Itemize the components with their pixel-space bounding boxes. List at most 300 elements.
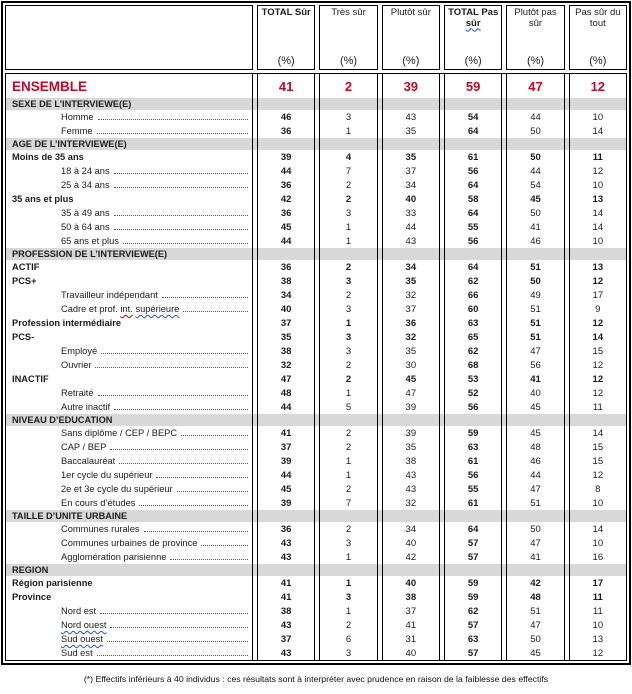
value-cell: 35 [382, 150, 440, 164]
row-label-text [61, 620, 106, 630]
table-row [5, 536, 627, 550]
value-cell: 49 [506, 288, 564, 302]
value-cell: 14 [569, 522, 627, 536]
percent-unit-label: (%) [402, 54, 420, 67]
column-header-6 [569, 5, 627, 70]
value-cell: 53 [444, 372, 502, 386]
row-label-text [61, 634, 103, 644]
value-cell: 58 [444, 192, 502, 206]
table-row [5, 576, 627, 590]
dotted-leader [110, 449, 248, 450]
value-cell: 10 [569, 110, 627, 124]
value-cell: 48 [506, 440, 564, 454]
value-cell: 40 [382, 646, 440, 660]
value-cell: 39 [257, 150, 315, 164]
section-empty-cell [319, 510, 377, 522]
section-header-row [5, 510, 627, 522]
row-label-text: Profession intermédiaire [12, 318, 122, 328]
section-empty-cell [569, 510, 627, 522]
value-cell: 30 [382, 358, 440, 372]
section-empty-cell [319, 138, 377, 150]
dotted-leader [162, 297, 248, 298]
row-label-text: 35 ans et plus [12, 194, 74, 204]
row-label-text: 1er cycle du supérieur [61, 470, 153, 480]
value-cell: 34 [382, 260, 440, 274]
value-cell: 38 [257, 604, 315, 618]
section-empty-cell [319, 98, 377, 110]
section-title: AGE DE L’INTERVIEWE(E) [5, 138, 253, 150]
value-cell: 12 [569, 372, 627, 386]
value-cell: 32 [382, 496, 440, 510]
value-cell: 45 [257, 220, 315, 234]
value-cell: 63 [444, 632, 502, 646]
value-cell: 13 [569, 192, 627, 206]
row-label-text: Moins de 35 ans [12, 152, 84, 162]
value-cell: 9 [569, 302, 627, 316]
table-row [5, 192, 627, 206]
row-label [5, 274, 253, 288]
row-label-text: 18 à 24 ans [61, 166, 110, 176]
row-label [5, 288, 253, 302]
dotted-leader [123, 243, 248, 244]
row-label [5, 468, 253, 482]
value-cell: 68 [444, 358, 502, 372]
value-cell: 63 [444, 440, 502, 454]
row-label-text: Province [12, 592, 52, 602]
table-row [5, 330, 627, 344]
row-label [5, 646, 253, 660]
table-row [5, 124, 627, 138]
value-cell: 35 [382, 124, 440, 138]
table-row [5, 522, 627, 536]
row-label [5, 260, 253, 274]
value-cell: 11 [569, 604, 627, 618]
dotted-leader [100, 613, 248, 614]
row-label [5, 550, 253, 564]
row-label [5, 496, 253, 510]
row-label-text: PCS- [12, 332, 35, 342]
value-cell: 43 [382, 110, 440, 124]
value-cell: 36 [257, 124, 315, 138]
value-cell: 56 [444, 164, 502, 178]
value-cell: 47 [382, 386, 440, 400]
row-label-text: Femme [61, 126, 93, 136]
value-cell: 2 [319, 260, 377, 274]
row-label [5, 358, 253, 372]
section-empty-cell [506, 510, 564, 522]
value-cell: 40 [382, 536, 440, 550]
section-empty-cell [382, 510, 440, 522]
section-header-row [5, 248, 627, 260]
dotted-leader [114, 215, 248, 216]
value-cell: 2 [319, 288, 377, 302]
row-label [5, 522, 253, 536]
row-label-text [61, 304, 179, 314]
section-empty-cell [257, 248, 315, 260]
value-cell: 39 [382, 400, 440, 414]
value-cell: 1 [319, 468, 377, 482]
value-cell: 14 [569, 206, 627, 220]
row-label-text: INACTIF [12, 374, 49, 384]
value-cell: 47 [506, 74, 564, 98]
column-header-label: Plutôt pas sûr [514, 7, 557, 29]
value-cell: 39 [382, 74, 440, 98]
value-cell: 3 [319, 344, 377, 358]
value-cell: 51 [506, 260, 564, 274]
value-cell: 15 [569, 454, 627, 468]
value-cell: 1 [319, 124, 377, 138]
section-empty-cell [319, 564, 377, 576]
value-cell: 64 [444, 260, 502, 274]
table-row [5, 150, 627, 164]
section-empty-cell [444, 248, 502, 260]
spellcheck-underlined-text: Sud ouest [61, 634, 103, 644]
value-cell: 42 [382, 550, 440, 564]
value-cell: 3 [319, 590, 377, 604]
column-header-2 [319, 5, 377, 70]
value-cell: 14 [569, 330, 627, 344]
label-text: TOTAL Pas [448, 7, 499, 18]
value-cell: 38 [382, 454, 440, 468]
row-label-text: 65 ans et plus [61, 236, 119, 246]
value-cell: 12 [569, 646, 627, 660]
value-cell: 43 [257, 536, 315, 550]
value-cell: 45 [506, 646, 564, 660]
table-row [5, 618, 627, 632]
row-label-text: Communes rurales [61, 524, 140, 534]
row-label [5, 302, 253, 316]
value-cell: 17 [569, 576, 627, 590]
value-cell: 10 [569, 536, 627, 550]
value-cell: 14 [569, 220, 627, 234]
row-label-text: Autre inactif [61, 402, 111, 412]
table-row [5, 344, 627, 358]
value-cell: 11 [569, 590, 627, 604]
value-cell: 47 [506, 344, 564, 358]
value-cell: 32 [257, 358, 315, 372]
value-cell: 44 [257, 468, 315, 482]
row-label [5, 632, 253, 646]
value-cell: 61 [444, 496, 502, 510]
dotted-leader [183, 311, 248, 312]
value-cell: 52 [444, 386, 502, 400]
table-row [5, 550, 627, 564]
value-cell: 8 [569, 482, 627, 496]
row-label-text: Ouvrier [61, 360, 92, 370]
value-cell: 41 [506, 550, 564, 564]
value-cell: 55 [444, 482, 502, 496]
row-label-text: Région parisienne [12, 578, 93, 588]
dotted-leader [170, 559, 248, 560]
dotted-leader [139, 505, 248, 506]
value-cell: 46 [506, 234, 564, 248]
value-cell: 1 [319, 220, 377, 234]
section-empty-cell [319, 414, 377, 426]
value-cell: 41 [257, 426, 315, 440]
value-cell: 64 [444, 178, 502, 192]
value-cell: 45 [506, 192, 564, 206]
section-empty-cell [257, 510, 315, 522]
table-row [5, 590, 627, 604]
value-cell: 41 [506, 372, 564, 386]
value-cell: 1 [319, 386, 377, 400]
section-empty-cell [444, 138, 502, 150]
table-row [5, 110, 627, 124]
value-cell: 2 [319, 358, 377, 372]
value-cell: 35 [382, 344, 440, 358]
value-cell: 64 [444, 522, 502, 536]
value-cell: 13 [569, 632, 627, 646]
header-corner-cell [5, 5, 253, 70]
spellcheck-underlined-text: sûr [465, 17, 481, 29]
value-cell: 11 [569, 150, 627, 164]
value-cell: 57 [444, 618, 502, 632]
spellcheck-underlined-text: int. [120, 304, 133, 314]
value-cell: 4 [319, 150, 377, 164]
percent-unit-label: (%) [464, 54, 482, 67]
value-cell: 51 [506, 604, 564, 618]
value-cell: 46 [506, 454, 564, 468]
value-cell: 37 [382, 302, 440, 316]
value-cell: 50 [506, 274, 564, 288]
value-cell: 34 [257, 288, 315, 302]
dotted-leader [97, 655, 248, 656]
value-cell: 50 [506, 632, 564, 646]
value-cell: 40 [382, 192, 440, 206]
value-cell: 43 [382, 468, 440, 482]
dotted-leader [101, 353, 248, 354]
row-label [5, 150, 253, 164]
section-empty-cell [257, 98, 315, 110]
row-label-text: Employé [61, 346, 98, 356]
value-cell: 3 [319, 110, 377, 124]
column-header-label [446, 8, 500, 29]
row-label [5, 124, 253, 138]
section-empty-cell [382, 138, 440, 150]
table-row [5, 178, 627, 192]
value-cell: 51 [506, 330, 564, 344]
value-cell: 51 [506, 302, 564, 316]
value-cell: 43 [382, 482, 440, 496]
value-cell: 10 [569, 618, 627, 632]
value-cell: 34 [382, 522, 440, 536]
value-cell: 15 [569, 344, 627, 358]
value-cell: 36 [382, 316, 440, 330]
value-cell: 12 [569, 358, 627, 372]
dotted-leader [107, 641, 248, 642]
table-row [5, 386, 627, 400]
value-cell: 44 [506, 110, 564, 124]
value-cell: 2 [319, 192, 377, 206]
value-cell: 45 [506, 400, 564, 414]
table-row [5, 454, 627, 468]
row-label-text: Communes urbaines de province [61, 538, 198, 548]
section-title: NIVEAU D’EDUCATION [5, 414, 253, 426]
ensemble-row [5, 74, 627, 98]
value-cell: 37 [257, 632, 315, 646]
row-label [5, 330, 253, 344]
table-body [5, 73, 627, 661]
row-label [5, 372, 253, 386]
value-cell: 50 [506, 150, 564, 164]
value-cell: 1 [319, 316, 377, 330]
dotted-leader [119, 463, 248, 464]
row-label-text: Nord est [61, 606, 97, 616]
row-label-text: Sud est [61, 648, 93, 658]
value-cell: 36 [257, 522, 315, 536]
value-cell: 59 [444, 74, 502, 98]
table-row [5, 206, 627, 220]
column-header-label: Très sûr [331, 7, 366, 18]
table-row [5, 604, 627, 618]
section-empty-cell [319, 248, 377, 260]
row-label-text: CAP / BEP [61, 442, 107, 452]
row-label-text: Baccalauréat [61, 456, 116, 466]
value-cell: 57 [444, 550, 502, 564]
value-cell: 51 [506, 496, 564, 510]
value-cell: 61 [444, 150, 502, 164]
section-empty-cell [257, 138, 315, 150]
section-empty-cell [569, 248, 627, 260]
value-cell: 2 [319, 372, 377, 386]
row-label-text: PCS+ [12, 276, 37, 286]
row-label [5, 604, 253, 618]
section-title: TAILLE D’UNITE URBAINE [5, 510, 253, 522]
dotted-leader [114, 173, 248, 174]
table-row [5, 468, 627, 482]
value-cell: 36 [257, 178, 315, 192]
dotted-leader [144, 531, 248, 532]
section-empty-cell [569, 564, 627, 576]
row-label [5, 206, 253, 220]
section-title: PROFESSION DE L’INTERVIEWE(E) [5, 248, 253, 260]
value-cell: 2 [319, 178, 377, 192]
value-cell: 62 [444, 274, 502, 288]
value-cell: 43 [257, 646, 315, 660]
value-cell: 55 [444, 220, 502, 234]
row-label-text: Travailleur indépendant [61, 290, 158, 300]
value-cell: 57 [444, 646, 502, 660]
table-row [5, 302, 627, 316]
value-cell: 42 [506, 576, 564, 590]
value-cell: 1 [319, 576, 377, 590]
value-cell: 47 [257, 372, 315, 386]
value-cell: 12 [569, 386, 627, 400]
value-cell: 3 [319, 302, 377, 316]
table-row [5, 220, 627, 234]
percent-unit-label: (%) [277, 54, 295, 67]
value-cell: 38 [257, 274, 315, 288]
value-cell: 1 [319, 454, 377, 468]
value-cell: 47 [506, 618, 564, 632]
value-cell: 62 [444, 344, 502, 358]
row-label [5, 426, 253, 440]
value-cell: 12 [569, 468, 627, 482]
table-row [5, 496, 627, 510]
value-cell: 43 [382, 234, 440, 248]
row-label [5, 536, 253, 550]
value-cell: 12 [569, 316, 627, 330]
section-empty-cell [506, 248, 564, 260]
table-row [5, 358, 627, 372]
row-label-text: En cours d’études [61, 498, 136, 508]
label-text: Cadre et prof. [61, 304, 121, 314]
dotted-leader [201, 545, 248, 546]
section-header-row [5, 564, 627, 576]
table-row [5, 482, 627, 496]
results-table [1, 1, 631, 665]
value-cell: 1 [319, 550, 377, 564]
dotted-leader [114, 187, 248, 188]
value-cell: 66 [444, 288, 502, 302]
value-cell: 48 [257, 386, 315, 400]
table-row [5, 426, 627, 440]
percent-unit-label: (%) [589, 54, 607, 67]
row-label [5, 576, 253, 590]
row-label [5, 234, 253, 248]
value-cell: 6 [319, 632, 377, 646]
value-cell: 37 [382, 164, 440, 178]
section-empty-cell [506, 98, 564, 110]
percent-unit-label: (%) [339, 54, 358, 67]
value-cell: 65 [444, 330, 502, 344]
dotted-leader [97, 133, 248, 134]
value-cell: 14 [569, 124, 627, 138]
value-cell: 2 [319, 74, 377, 98]
column-header-label: Plutôt sûr [390, 7, 431, 18]
table-row [5, 316, 627, 330]
dotted-leader [114, 409, 248, 410]
value-cell: 59 [444, 426, 502, 440]
value-cell: 38 [382, 590, 440, 604]
value-cell: 35 [382, 440, 440, 454]
value-cell: 16 [569, 550, 627, 564]
section-empty-cell [569, 414, 627, 426]
section-empty-cell [569, 138, 627, 150]
value-cell: 2 [319, 522, 377, 536]
section-header-row [5, 138, 627, 150]
value-cell: 3 [319, 536, 377, 550]
value-cell: 56 [444, 468, 502, 482]
value-cell: 47 [506, 482, 564, 496]
value-cell: 10 [569, 234, 627, 248]
row-label [5, 454, 253, 468]
dotted-leader [114, 229, 248, 230]
column-header-4 [444, 5, 502, 70]
percent-unit-label: (%) [526, 54, 545, 67]
value-cell: 7 [319, 164, 377, 178]
value-cell: 43 [257, 618, 315, 632]
value-cell: 64 [444, 124, 502, 138]
value-cell: 7 [319, 496, 377, 510]
row-label-text: 50 à 64 ans [61, 222, 110, 232]
dotted-leader [156, 477, 248, 478]
value-cell: 45 [257, 482, 315, 496]
value-cell: 43 [257, 550, 315, 564]
value-cell: 39 [257, 496, 315, 510]
value-cell: 12 [569, 74, 627, 98]
value-cell: 39 [257, 454, 315, 468]
value-cell: 1 [319, 234, 377, 248]
value-cell: 2 [319, 440, 377, 454]
value-cell: 46 [257, 110, 315, 124]
value-cell: 44 [382, 220, 440, 234]
section-empty-cell [444, 564, 502, 576]
value-cell: 41 [257, 590, 315, 604]
footnote: (*) Effectifs inférieurs à 40 individus : ces résultats sont à interpréter avec prudence en raison de la faiblesse des effectifs [83, 674, 549, 684]
ensemble-label: ENSEMBLE [5, 74, 253, 98]
value-cell: 15 [569, 440, 627, 454]
